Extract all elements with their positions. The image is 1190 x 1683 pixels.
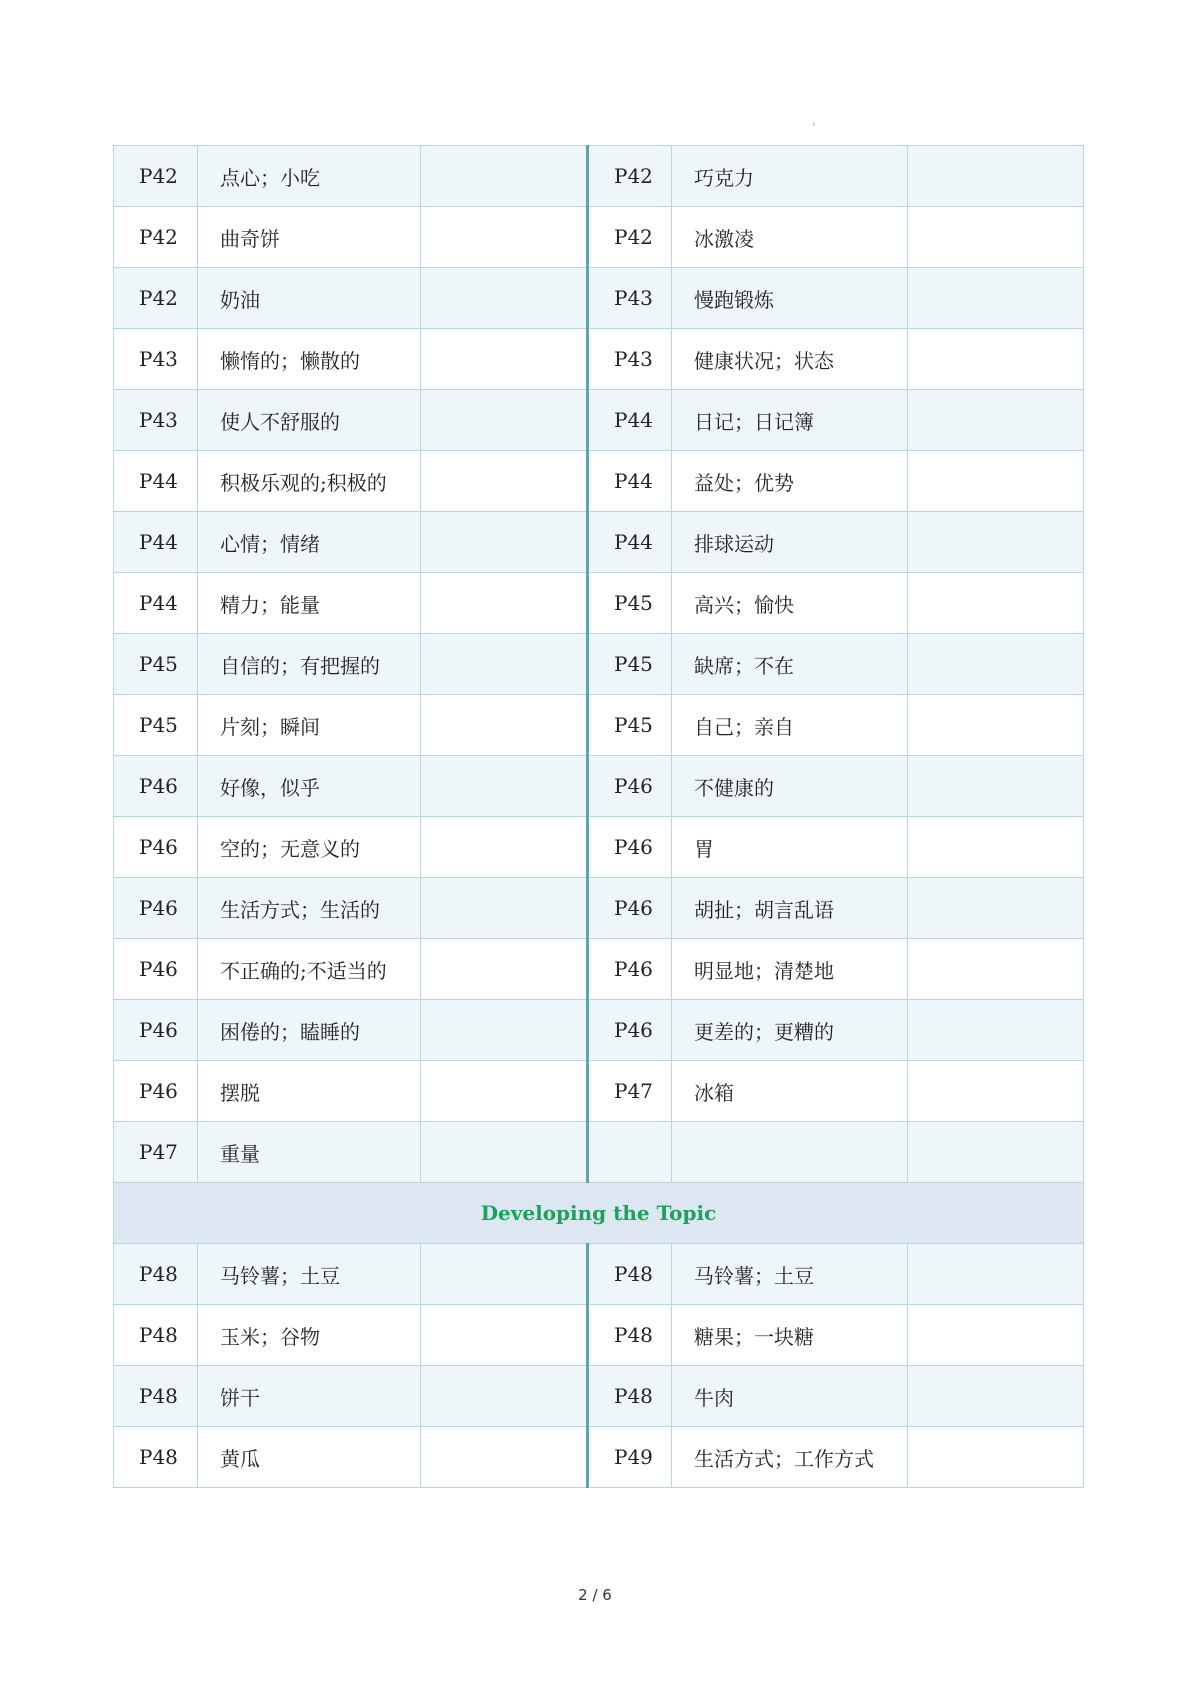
answer-cell-right[interactable] [908, 573, 1084, 634]
answer-cell-left[interactable] [421, 573, 588, 634]
answer-cell-left[interactable] [421, 207, 588, 268]
table-row [114, 1122, 1084, 1183]
meaning-right: 胃 [672, 817, 908, 878]
page-ref-right: P46 [588, 1000, 672, 1061]
page-ref-right: P46 [588, 939, 672, 1000]
page-ref-right: P49 [588, 1427, 672, 1488]
answer-cell-right[interactable] [908, 1305, 1084, 1366]
meaning-left: 生活方式；生活的 [198, 878, 421, 939]
answer-cell-right[interactable] [908, 695, 1084, 756]
meaning-right: 日记；日记簿 [672, 390, 908, 451]
page-ref-right: P45 [588, 634, 672, 695]
meaning-left: 玉米；谷物 [198, 1305, 421, 1366]
page-ref-left: P43 [114, 390, 198, 451]
page-ref-left: P43 [114, 329, 198, 390]
page-ref-left: P48 [114, 1244, 198, 1305]
meaning-right: 更差的；更糟的 [672, 1000, 908, 1061]
table-row [114, 1366, 1084, 1427]
page-ref-right: P45 [588, 695, 672, 756]
meaning-right: 冰箱 [672, 1061, 908, 1122]
meaning-left: 使人不舒服的 [198, 390, 421, 451]
page-ref-left: P45 [114, 634, 198, 695]
answer-cell-right[interactable] [908, 1244, 1084, 1305]
page-ref-left: P48 [114, 1305, 198, 1366]
meaning-right: 不健康的 [672, 756, 908, 817]
meaning-right: 缺席；不在 [672, 634, 908, 695]
answer-cell-left[interactable] [421, 878, 588, 939]
answer-cell-right[interactable] [908, 939, 1084, 1000]
table-row [114, 268, 1084, 329]
page-ref-right: P47 [588, 1061, 672, 1122]
answer-cell-right[interactable] [908, 756, 1084, 817]
table-row [114, 329, 1084, 390]
page-ref-left: P46 [114, 939, 198, 1000]
meaning-right: 糖果；一块糖 [672, 1305, 908, 1366]
answer-cell-left[interactable] [421, 329, 588, 390]
answer-cell-left[interactable] [421, 1061, 588, 1122]
answer-cell-right[interactable] [908, 817, 1084, 878]
table-row [114, 634, 1084, 695]
answer-cell-right[interactable] [908, 512, 1084, 573]
page-ref-right: P42 [588, 146, 672, 207]
page-ref-left: P42 [114, 146, 198, 207]
table-row [114, 756, 1084, 817]
page-ref-left: P42 [114, 207, 198, 268]
meaning-left: 摆脱 [198, 1061, 421, 1122]
page-ref-right: P44 [588, 451, 672, 512]
meaning-left: 懒惰的；懒散的 [198, 329, 421, 390]
answer-cell-right[interactable] [908, 451, 1084, 512]
answer-cell-left[interactable] [421, 695, 588, 756]
answer-cell-right[interactable] [908, 207, 1084, 268]
answer-cell-left[interactable] [421, 1427, 588, 1488]
page-ref-right: P42 [588, 207, 672, 268]
meaning-left: 精力；能量 [198, 573, 421, 634]
answer-cell-left[interactable] [421, 512, 588, 573]
table-row [114, 1000, 1084, 1061]
table-row [114, 695, 1084, 756]
meaning-left: 困倦的；瞌睡的 [198, 1000, 421, 1061]
page-ref-left: P46 [114, 878, 198, 939]
meaning-right: 牛肉 [672, 1366, 908, 1427]
table-row [114, 146, 1084, 207]
answer-cell-right[interactable] [908, 634, 1084, 695]
section-row-group [114, 1183, 1084, 1244]
meaning-right [672, 1122, 908, 1183]
answer-cell-right[interactable] [908, 268, 1084, 329]
page-ref-right: P46 [588, 878, 672, 939]
meaning-right: 巧克力 [672, 146, 908, 207]
answer-cell-left[interactable] [421, 756, 588, 817]
page-ref-right: P46 [588, 756, 672, 817]
meaning-left: 片刻；瞬间 [198, 695, 421, 756]
page-ref-left: P44 [114, 451, 198, 512]
table-row [114, 878, 1084, 939]
meaning-left: 空的；无意义的 [198, 817, 421, 878]
answer-cell-left[interactable] [421, 1305, 588, 1366]
answer-cell-right[interactable] [908, 1366, 1084, 1427]
page-ref-left: P44 [114, 573, 198, 634]
table-row [114, 390, 1084, 451]
answer-cell-left[interactable] [421, 939, 588, 1000]
meaning-right: 高兴；愉快 [672, 573, 908, 634]
meaning-left: 饼干 [198, 1366, 421, 1427]
answer-cell-right[interactable] [908, 1427, 1084, 1488]
page-ref-left: P48 [114, 1427, 198, 1488]
page-ref-right: P44 [588, 390, 672, 451]
vocabulary-rows-top [114, 146, 1084, 1183]
page-ref-right: P48 [588, 1366, 672, 1427]
answer-cell-left[interactable] [421, 1244, 588, 1305]
answer-cell-left[interactable] [421, 390, 588, 451]
meaning-right: 冰激凌 [672, 207, 908, 268]
page-ref-left: P44 [114, 512, 198, 573]
meaning-left: 曲奇饼 [198, 207, 421, 268]
answer-cell-left[interactable] [421, 634, 588, 695]
meaning-right: 马铃薯；土豆 [672, 1244, 908, 1305]
meaning-left: 自信的；有把握的 [198, 634, 421, 695]
meaning-left: 积极乐观的;积极的 [198, 451, 421, 512]
answer-cell-right[interactable] [908, 1122, 1084, 1183]
page-ref-right [588, 1122, 672, 1183]
section-heading: Developing the Topic [114, 1183, 1084, 1244]
meaning-left: 重量 [198, 1122, 421, 1183]
vocabulary-table [113, 145, 1084, 1488]
table-row [114, 451, 1084, 512]
answer-cell-left[interactable] [421, 817, 588, 878]
meaning-right: 排球运动 [672, 512, 908, 573]
table-row [114, 1061, 1084, 1122]
meaning-left: 马铃薯；土豆 [198, 1244, 421, 1305]
page-ref-left: P46 [114, 1061, 198, 1122]
answer-cell-left[interactable] [421, 1122, 588, 1183]
answer-cell-right[interactable] [908, 390, 1084, 451]
answer-cell-right[interactable] [908, 146, 1084, 207]
meaning-right: 胡扯；胡言乱语 [672, 878, 908, 939]
page-ref-right: P43 [588, 268, 672, 329]
table-row [114, 207, 1084, 268]
section-heading-row [114, 1183, 1084, 1244]
page-ref-left: P46 [114, 756, 198, 817]
page-ref-left: P42 [114, 268, 198, 329]
meaning-right: 生活方式；工作方式 [672, 1427, 908, 1488]
meaning-right: 慢跑锻炼 [672, 268, 908, 329]
meaning-left: 不正确的;不适当的 [198, 939, 421, 1000]
page-ref-right: P48 [588, 1244, 672, 1305]
corner-mark: ı [813, 121, 815, 128]
table-row [114, 1244, 1084, 1305]
meaning-right: 明显地；清楚地 [672, 939, 908, 1000]
meaning-left: 黄瓜 [198, 1427, 421, 1488]
page-ref-right: P44 [588, 512, 672, 573]
answer-cell-right[interactable] [908, 1000, 1084, 1061]
page-ref-left: P46 [114, 1000, 198, 1061]
page-ref-right: P46 [588, 817, 672, 878]
answer-cell-right[interactable] [908, 1061, 1084, 1122]
meaning-right: 自己；亲自 [672, 695, 908, 756]
table-row [114, 573, 1084, 634]
table-row [114, 939, 1084, 1000]
answer-cell-right[interactable] [908, 329, 1084, 390]
page-ref-left: P47 [114, 1122, 198, 1183]
table-row [114, 817, 1084, 878]
answer-cell-left[interactable] [421, 268, 588, 329]
answer-cell-right[interactable] [908, 878, 1084, 939]
page-ref-left: P45 [114, 695, 198, 756]
page-ref-right: P43 [588, 329, 672, 390]
meaning-left: 好像，似乎 [198, 756, 421, 817]
meaning-left: 心情；情绪 [198, 512, 421, 573]
meaning-right: 益处；优势 [672, 451, 908, 512]
meaning-left: 奶油 [198, 268, 421, 329]
page-number: 2 / 6 [578, 1586, 612, 1604]
table-row [114, 1305, 1084, 1366]
page-ref-right: P48 [588, 1305, 672, 1366]
answer-cell-left[interactable] [421, 1366, 588, 1427]
meaning-left: 点心；小吃 [198, 146, 421, 207]
table-row [114, 1427, 1084, 1488]
meaning-right: 健康状况；状态 [672, 329, 908, 390]
answer-cell-left[interactable] [421, 146, 588, 207]
page-ref-right: P45 [588, 573, 672, 634]
answer-cell-left[interactable] [421, 1000, 588, 1061]
page-ref-left: P48 [114, 1366, 198, 1427]
answer-cell-left[interactable] [421, 451, 588, 512]
vocabulary-rows-bottom [114, 1244, 1084, 1488]
page-ref-left: P46 [114, 817, 198, 878]
table-row [114, 512, 1084, 573]
